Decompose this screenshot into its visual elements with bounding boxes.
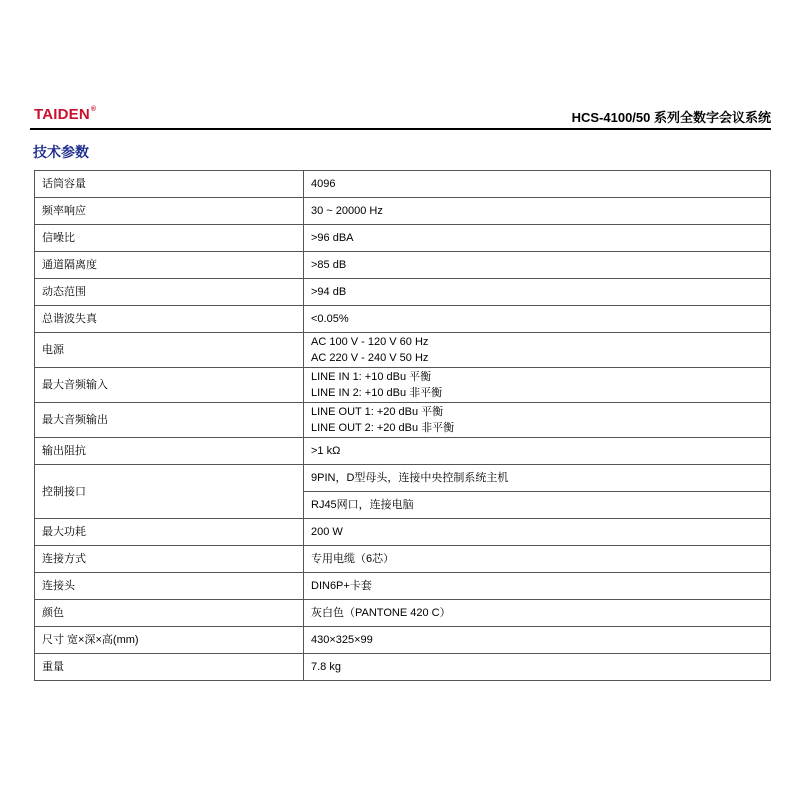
spec-value-line: >85 dB: [311, 259, 347, 271]
spec-label: 控制接口: [35, 465, 304, 519]
spec-value: [304, 368, 771, 403]
spec-label: 电源: [35, 333, 304, 368]
spec-value-line: 200 W: [311, 526, 343, 538]
spec-row: [35, 403, 771, 438]
spec-label: 最大音频输入: [35, 368, 304, 403]
spec-row: [35, 546, 771, 573]
spec-value: [304, 654, 771, 681]
spec-value: [304, 573, 771, 600]
spec-label: 动态范围: [35, 279, 304, 306]
spec-label: 尺寸 宽×深×高(mm): [35, 627, 304, 654]
spec-value-line: DIN6P+卡套: [311, 580, 372, 592]
spec-value-line: 灰白色（PANTONE 420 C）: [311, 607, 451, 619]
spec-value-line: LINE IN 2: +10 dBu 非平衡: [311, 387, 443, 399]
spec-value: [304, 600, 771, 627]
spec-label: 话筒容量: [35, 171, 304, 198]
spec-value-line: 430×325×99: [311, 634, 373, 646]
spec-value-line: AC 220 V - 240 V 50 Hz: [311, 352, 429, 364]
spec-label: 频率响应: [35, 198, 304, 225]
taiden-logo: [34, 106, 96, 123]
spec-value: [304, 627, 771, 654]
spec-value: [304, 546, 771, 573]
spec-value: [304, 333, 771, 368]
spec-row: [35, 252, 771, 279]
spec-value-line: LINE OUT 1: +20 dBu 平衡: [311, 406, 444, 418]
spec-value-line: 7.8 kg: [311, 661, 341, 673]
document-title: HCS-4100/50 系列全数字会议系统: [571, 110, 771, 125]
registered-mark: ®: [90, 106, 97, 113]
spec-value: [304, 492, 771, 519]
section-title: 技术参数: [33, 144, 89, 160]
spec-value: [304, 465, 771, 492]
spec-value-line: 4096: [311, 178, 336, 190]
spec-value-line: <0.05%: [311, 313, 349, 325]
spec-label: 连接方式: [35, 546, 304, 573]
spec-value: [304, 519, 771, 546]
spec-label: 最大音频输出: [35, 403, 304, 438]
spec-value-line: 9PIN，D型母头，连接中央控制系统主机: [311, 472, 509, 484]
spec-value-line: 30 ~ 20000 Hz: [311, 205, 383, 217]
spec-value: [304, 198, 771, 225]
spec-value-line: AC 100 V - 120 V 60 Hz: [311, 336, 429, 348]
spec-label: 总谐波失真: [35, 306, 304, 333]
spec-value: [304, 306, 771, 333]
spec-row: [35, 654, 771, 681]
spec-label: 重量: [35, 654, 304, 681]
spec-value-line: >94 dB: [311, 286, 347, 298]
spec-value: [304, 403, 771, 438]
spec-table-body: [35, 171, 771, 681]
spec-row: [35, 465, 771, 492]
spec-value: [304, 225, 771, 252]
spec-value-line: LINE OUT 2: +20 dBu 非平衡: [311, 422, 455, 434]
spec-label: 最大功耗: [35, 519, 304, 546]
spec-label: 通道隔离度: [35, 252, 304, 279]
spec-row: [35, 573, 771, 600]
spec-label: 输出阻抗: [35, 438, 304, 465]
spec-row: [35, 225, 771, 252]
spec-row: [35, 198, 771, 225]
spec-value: [304, 252, 771, 279]
spec-table: [34, 170, 771, 681]
spec-label: 连接头: [35, 573, 304, 600]
spec-value-line: LINE IN 1: +10 dBu 平衡: [311, 371, 432, 383]
spec-label: 信噪比: [35, 225, 304, 252]
page-header: [30, 100, 771, 130]
spec-row: [35, 368, 771, 403]
spec-value: [304, 171, 771, 198]
spec-value-line: >1 kΩ: [311, 445, 341, 457]
spec-row: [35, 279, 771, 306]
spec-row: [35, 438, 771, 465]
spec-value-line: RJ45网口，连接电脑: [311, 499, 414, 511]
spec-row: [35, 306, 771, 333]
spec-value-line: >96 dBA: [311, 232, 354, 244]
spec-row: [35, 600, 771, 627]
spec-row: [35, 627, 771, 654]
spec-row: [35, 171, 771, 198]
spec-value: [304, 438, 771, 465]
spec-value-line: 专用电缆（6芯）: [311, 553, 395, 565]
spec-value: [304, 279, 771, 306]
spec-row: [35, 519, 771, 546]
logo-text: TAIDEN: [34, 106, 90, 123]
spec-label: 颜色: [35, 600, 304, 627]
spec-row: [35, 333, 771, 368]
